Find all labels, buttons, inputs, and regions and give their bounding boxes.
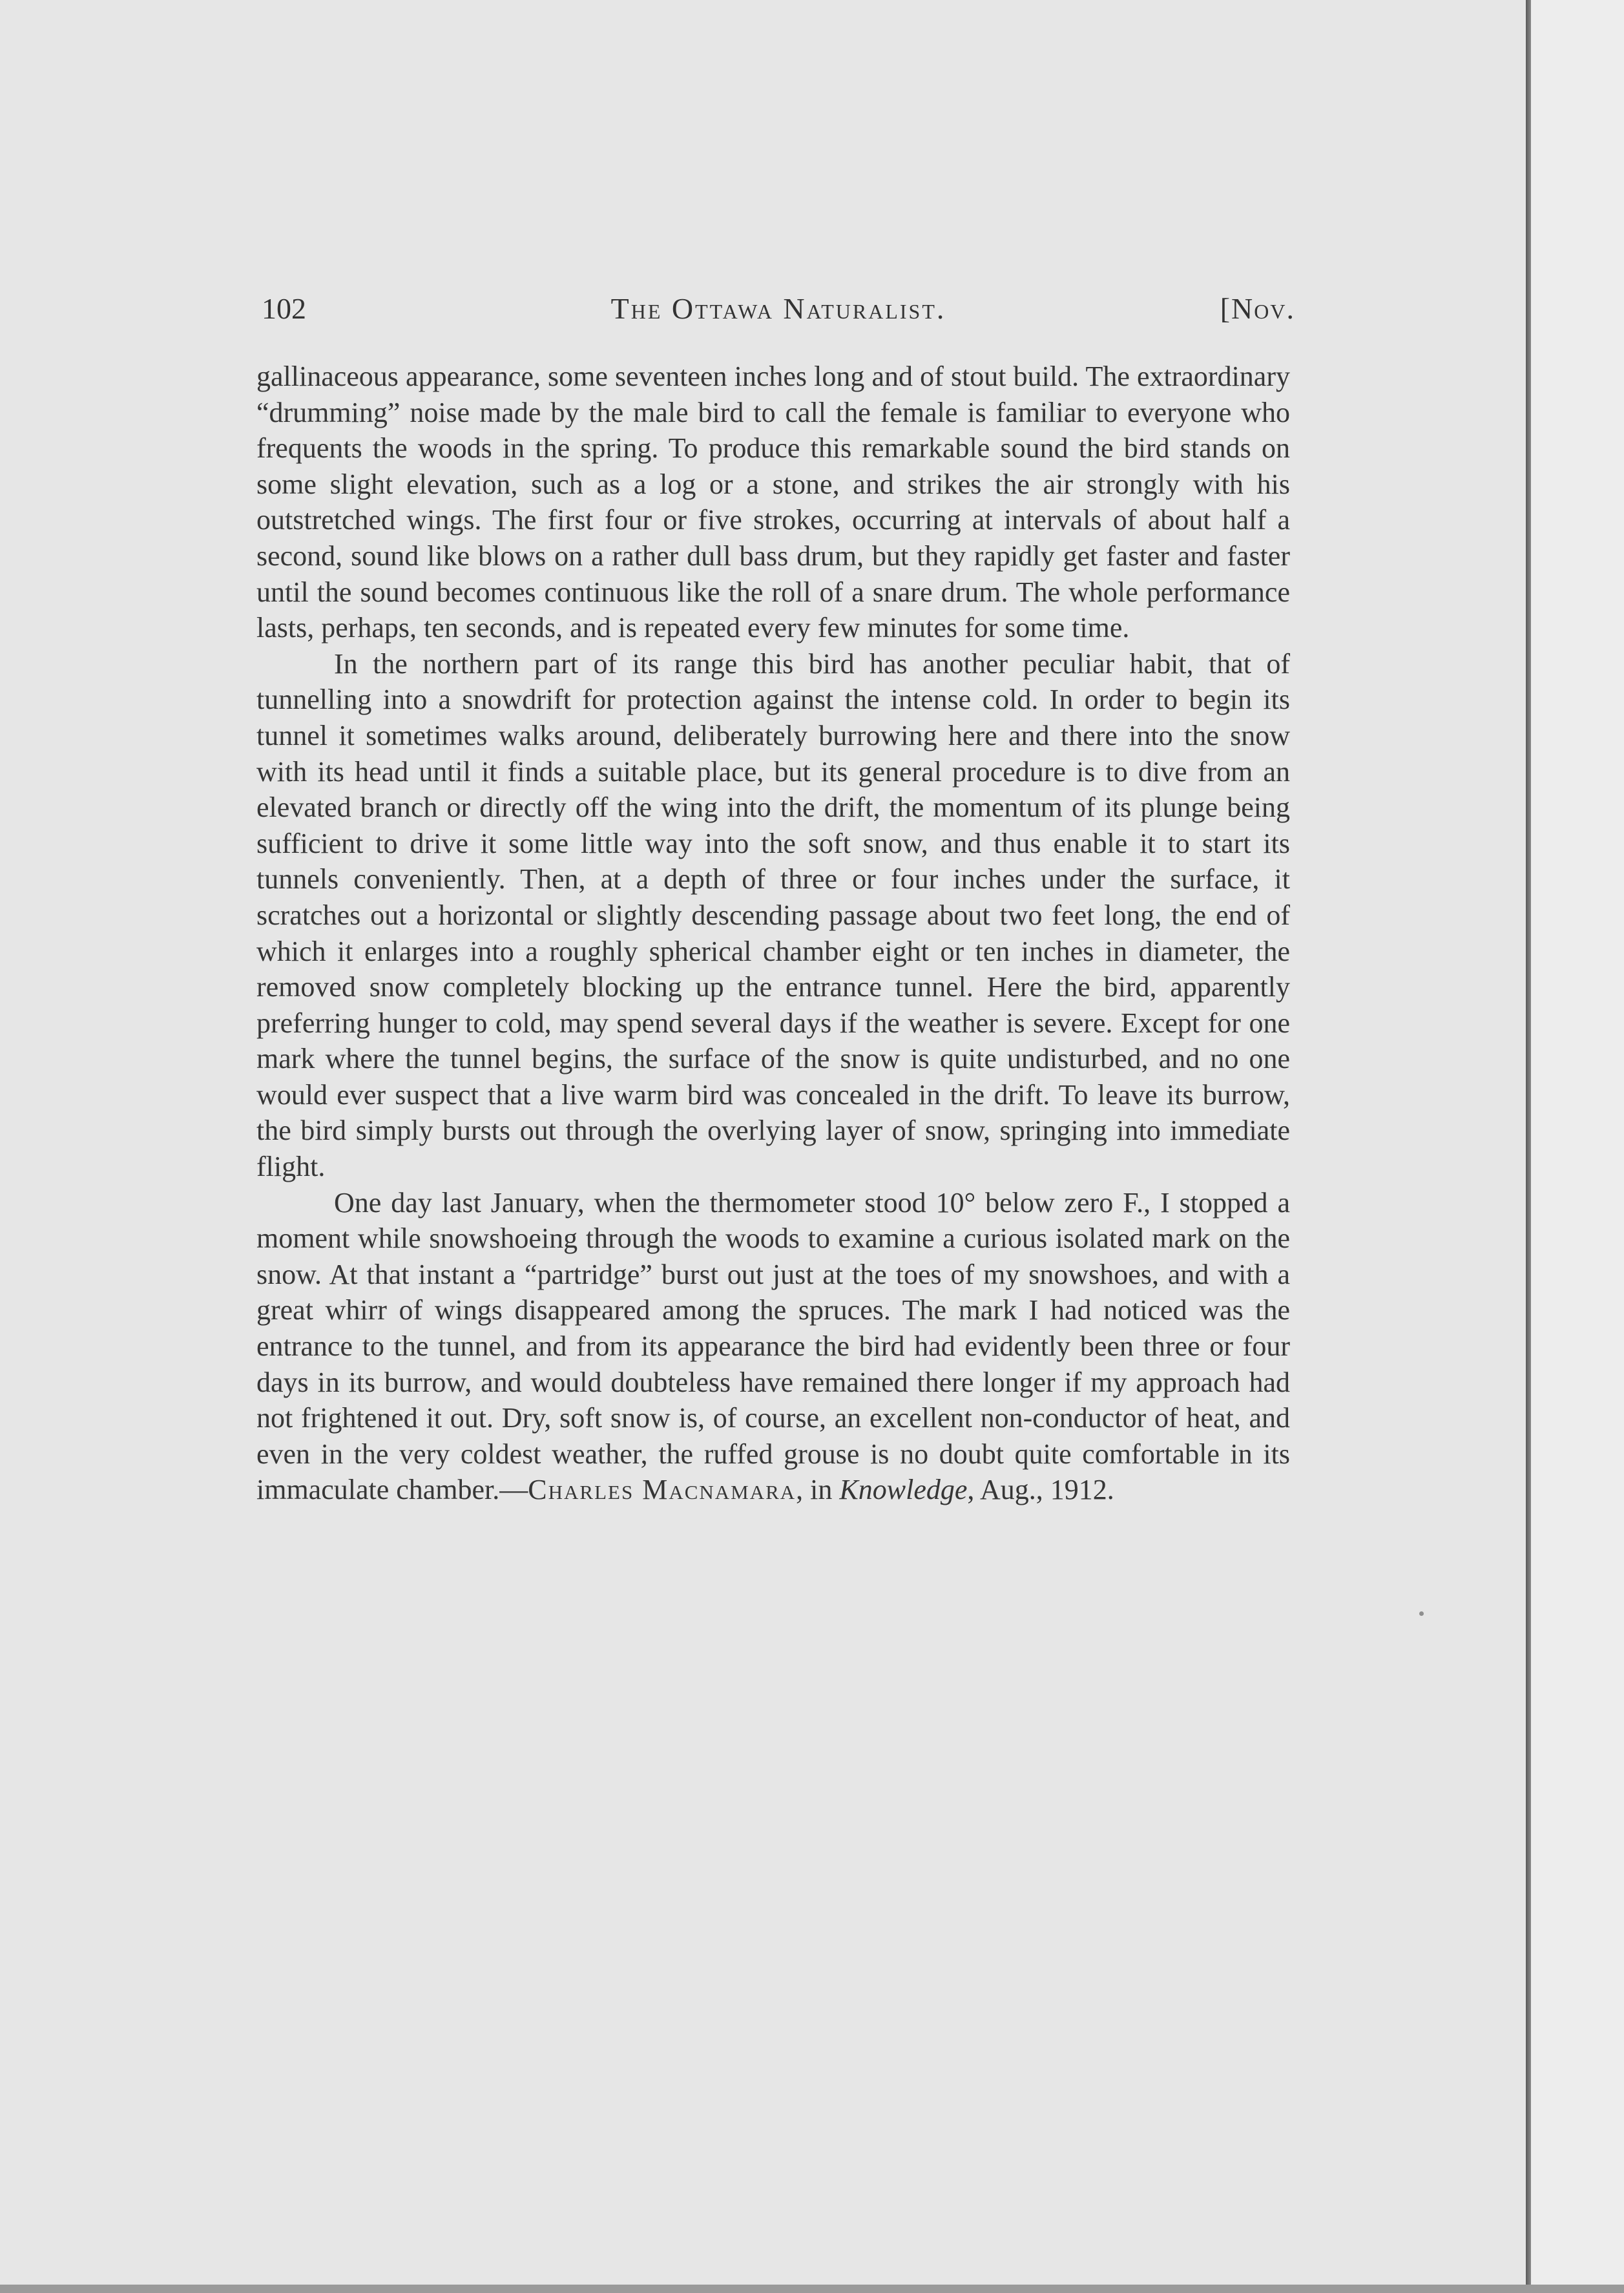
running-head — [262, 289, 1295, 328]
page-bottom-edge — [0, 2285, 1624, 2293]
source-date: , Aug., 1912. — [967, 1474, 1114, 1506]
paragraph-1: gallinaceous appearance, some seventeen inches long and of stout build. The extraordinary “drumming” noise made by the male bird to call the female is familiar to everyone who frequents the woods in the spring. To produce this remarkable sound the bird stands on some slight elevation, such as a log or a stone, and strikes the air strongly with his outstretched wings. The first four or five strokes, occurring at intervals of about half a second, sound like blows on a rather dull bass drum, but they rapidly get faster and faster until the sound becomes continuous like the roll of a snare drum. The whole performance lasts, perhaps, ten seconds, and is repeated every few minutes for some time. — [256, 361, 1290, 644]
paper-speck — [1419, 1611, 1424, 1616]
signature-in: , in — [796, 1474, 840, 1506]
article-body — [256, 359, 1290, 1508]
author-name: Charles Macnamara — [528, 1474, 796, 1506]
page-gutter-shadow — [1526, 0, 1531, 2293]
journal-title: The Ottawa Naturalist. — [610, 292, 946, 325]
signature-dash: — — [499, 1474, 528, 1506]
paragraph-3-text: One day last January, when the thermometer stood 10° below zero F., I stopped a moment while snowshoeing through the woods to examine a curious isolated mark on the snow. At that instant a “partridge” burst out just at the toes of my snowshoes, and with a great whirr of wings disappeared among the spruces. The mark I had noticed was the entrance to the tunnel, and from its appearance the bird had evidently been three or four days in its burrow, and would doubteless have remained there longer if my approach had not frightened it out. Dry, soft snow is, of course, an excellent non-conductor of heat, and even in the very coldest weather, the ruffed grouse is no doubt quite comfortable in its immaculate chamber. — [256, 1186, 1290, 1506]
paragraph-2: In the northern part of its range this bird has another peculiar habit, that of tunnelling into a snowdrift for protection against the intense cold. In order to begin its tunnel it sometimes walks around, deliberately burrowing here and there into the snow with its head until it finds a suitable place, but its general procedure is to dive from an elevated branch or directly off the wing into the drift, the momentum of its plunge being sufficient to drive it some little way into the soft snow, and thus enable it to start its tunnels conveniently. Then, at a depth of three or four inches under the surface, it scratches out a horizontal or slightly descending passage about two feet long, the end of which it enlarges into a roughly spherical chamber eight or ten inches in diameter, the removed snow completely blocking up the entrance tunnel. Here the bird, apparently preferring hunger to cold, may spend several days if the weather is severe. Except for one mark where the tunnel begins, the surface of the snow is quite undisturbed, and no one would ever suspect that a live warm bird was concealed in the drift. To leave its burrow, the bird simply bursts out through the overlying layer of snow, springing into immediate flight. — [256, 647, 1290, 1183]
source-title: Knowledge — [839, 1474, 968, 1506]
issue-month: [Nov. — [1220, 292, 1295, 325]
paragraph-3 — [256, 1185, 1290, 1508]
page-number: 102 — [262, 292, 306, 325]
facing-page-edge — [1531, 0, 1624, 2293]
